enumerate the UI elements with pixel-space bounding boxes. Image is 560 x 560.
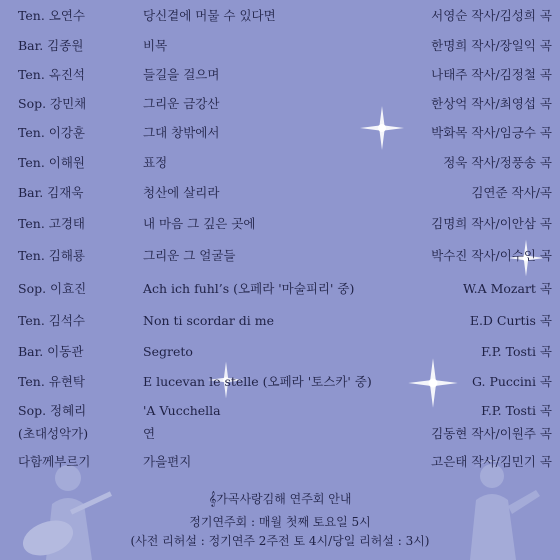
song-credit: 서영순 작사/김성희 곡 <box>431 8 552 23</box>
concert-info-title <box>0 490 560 509</box>
song-title: Segreto <box>143 344 193 359</box>
song-credit: 한상억 작사/최영섭 곡 <box>431 96 552 111</box>
song-credit: G. Puccini 곡 <box>471 374 552 389</box>
performer-name: Ten. 김석수 <box>18 313 85 328</box>
song-title: 그리운 금강산 <box>143 96 220 111</box>
performer-name: Sop. 강민채 <box>18 96 87 111</box>
song-credit: 김명희 작사/이안삼 곡 <box>431 216 552 231</box>
program-row <box>0 93 560 115</box>
program-row <box>0 182 560 204</box>
performer-name: Ten. 김해룡 <box>18 248 85 263</box>
program-row <box>0 35 560 57</box>
program-row <box>0 310 560 332</box>
program-row <box>0 245 560 267</box>
song-credit: E.D Curtis 곡 <box>469 313 552 328</box>
song-title: 내 마음 그 깊은 곳에 <box>143 216 256 231</box>
song-credit: 김연준 작사/곡 <box>471 185 552 200</box>
program-row <box>0 122 560 144</box>
performer-name: Sop. 이효진 <box>18 281 87 296</box>
song-title: 들길을 걸으며 <box>143 67 220 82</box>
song-title: 표정 <box>143 155 168 170</box>
song-title: E lucevan le stelle (오페라 '토스카' 중) <box>143 374 372 389</box>
program-row <box>0 371 560 393</box>
program-row <box>0 152 560 174</box>
treble-clef-icon: 𝄞 <box>208 492 217 507</box>
performer-name: Ten. 이강훈 <box>18 125 85 140</box>
program-row <box>0 341 560 363</box>
song-credit: F.P. Tosti 곡 <box>481 403 552 418</box>
program-row <box>0 451 560 473</box>
song-title: 그리운 그 얼굴들 <box>143 248 236 263</box>
performer-name: (초대성악가) <box>18 426 89 441</box>
performer-name: Ten. 옥진석 <box>18 67 85 82</box>
program-row <box>0 423 560 445</box>
concert-info-title-text: 가곡사랑김해 연주회 안내 <box>216 492 352 506</box>
performer-name: Bar. 김재욱 <box>18 185 84 200</box>
program-row <box>0 400 560 422</box>
performer-name: Ten. 유현탁 <box>18 374 85 389</box>
song-title: 비목 <box>143 38 168 53</box>
performer-name: Ten. 오연수 <box>18 8 85 23</box>
song-credit: 박화목 작사/임긍수 곡 <box>431 125 552 140</box>
performer-name: Bar. 이동관 <box>18 344 84 359</box>
program-row <box>0 278 560 300</box>
song-title: 'A Vucchella <box>143 403 221 418</box>
song-title: 당신곁에 머물 수 있다면 <box>143 8 276 23</box>
program-row <box>0 213 560 235</box>
song-title: Ach ich fuhl’s (오페라 '마술피리' 중) <box>143 281 355 296</box>
program-row <box>0 64 560 86</box>
performer-name: 다함께부르기 <box>18 454 91 469</box>
performer-name: Sop. 정혜리 <box>18 403 87 418</box>
program-row <box>0 5 560 27</box>
song-title: 그대 창밖에서 <box>143 125 220 140</box>
song-credit: W.A Mozart 곡 <box>462 281 552 296</box>
rehearsal-schedule: (사전 리허설 : 정기연주 2주전 토 4시/당일 리허설 : 3시) <box>130 534 430 548</box>
song-title: Non ti scordar di me <box>143 313 275 328</box>
song-title: 가을편지 <box>143 454 192 469</box>
performer-name: Ten. 고경태 <box>18 216 85 231</box>
song-credit: 고은태 작사/김민기 곡 <box>431 454 552 469</box>
regular-concert-schedule: 정기연주회 : 매월 첫째 토요일 5시 <box>189 515 371 529</box>
song-credit: 정욱 작사/정풍송 곡 <box>443 155 552 170</box>
performer-name: Bar. 김종원 <box>18 38 84 53</box>
song-credit: 김동현 작사/이원주 곡 <box>431 426 552 441</box>
song-credit: F.P. Tosti 곡 <box>481 344 552 359</box>
song-credit: 나태주 작사/김정철 곡 <box>431 67 552 82</box>
song-credit: 박수진 작사/이수인 곡 <box>431 248 552 263</box>
performer-name: Ten. 이해원 <box>18 155 85 170</box>
song-title: 청산에 살리라 <box>143 185 220 200</box>
song-title: 연 <box>143 426 156 441</box>
song-credit: 한명희 작사/장일익 곡 <box>431 38 552 53</box>
